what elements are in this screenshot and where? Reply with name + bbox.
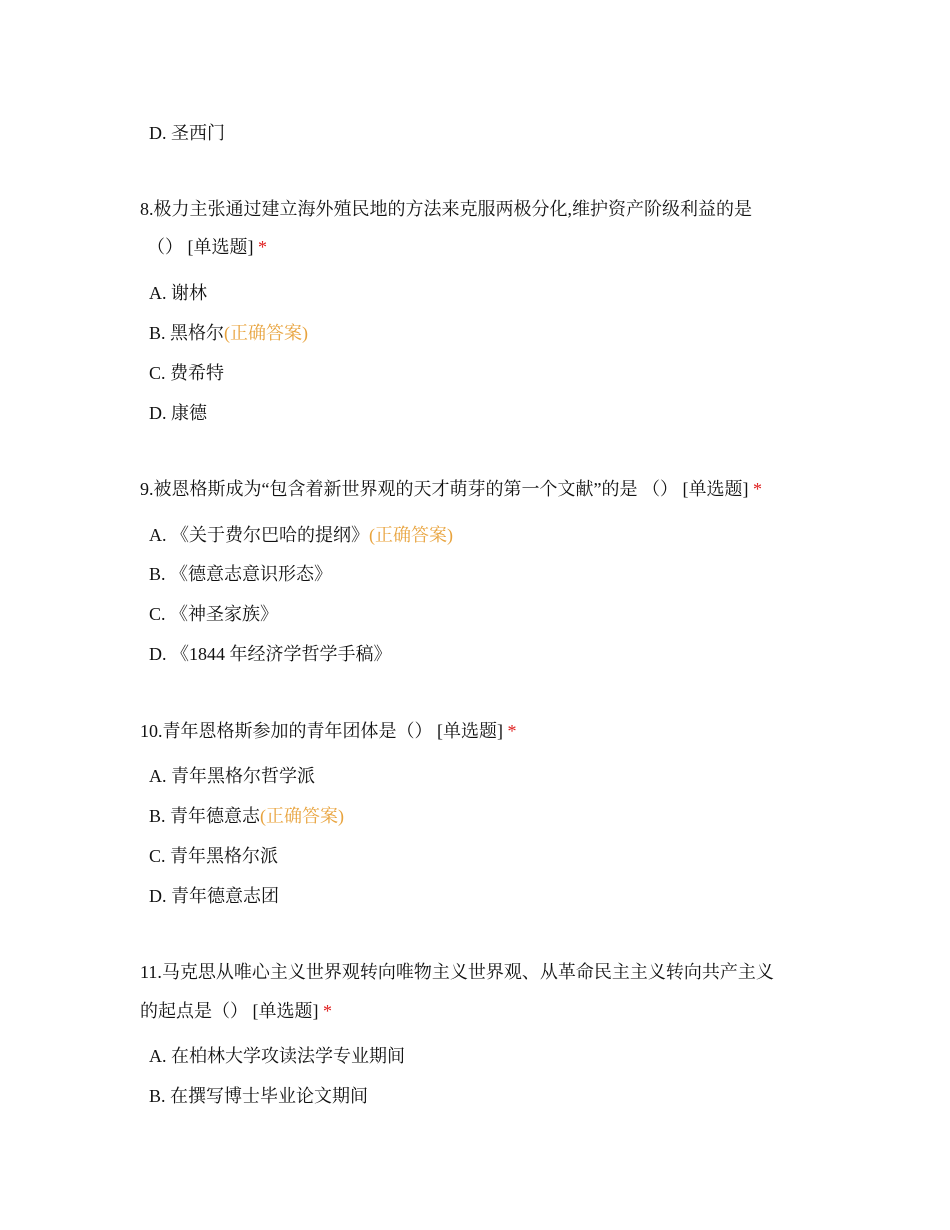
question-11-option-a: A. 在柏林大学攻读法学专业期间 [149, 1046, 405, 1066]
question-9-option-b: B. 《德意志意识形态》 [149, 564, 333, 584]
correct-answer-tag: (正确答案) [260, 806, 345, 826]
question-9-option-d: D. 《1844 年经济学哲学手稿》 [149, 644, 392, 664]
question-8-option-b [149, 324, 308, 342]
question-8-title: 8.极力主张通过建立海外殖民地的方法来克服两极分化,维护资产阶级利益的是 [140, 199, 752, 219]
correct-answer-tag: (正确答案) [369, 525, 453, 545]
required-asterisk: * [258, 237, 267, 257]
question-10-option-d: D. 青年德意志团 [149, 886, 279, 906]
question-11-option-b: B. 在撰写博士毕业论文期间 [149, 1086, 369, 1106]
question-10-option-c: C. 青年黑格尔派 [149, 846, 279, 866]
question-8-option-d: D. 康德 [149, 403, 207, 423]
prev-question-option-d: D. 圣西门 [149, 123, 225, 143]
question-9-option-c: C. 《神圣家族》 [149, 604, 279, 624]
question-8-type: （） [单选题] [147, 237, 254, 257]
question-10-text: 10.青年恩格斯参加的青年团体是（） [单选题] [140, 721, 503, 741]
question-11-title: 11.马克思从唯心主义世界观转向唯物主义世界观、从革命民主主义转向共产主义 [140, 962, 774, 982]
question-8-option-c: C. 费希特 [149, 363, 225, 383]
option-label: B. 黑格尔 [149, 323, 225, 343]
question-9-option-a [149, 526, 453, 544]
question-8-title-line2 [147, 238, 267, 256]
question-9-text: 9.被恩格斯成为“包含着新世界观的天才萌芽的第一个文献”的是 （） [单选题] [140, 479, 749, 499]
question-10-option-b [149, 807, 344, 825]
required-asterisk: * [323, 1001, 332, 1021]
required-asterisk: * [752, 479, 762, 499]
question-11-title-line2 [140, 1002, 332, 1020]
correct-answer-tag: (正确答案) [224, 323, 309, 343]
question-8-option-a: A. 谢林 [149, 283, 207, 303]
question-10-option-a: A. 青年黑格尔哲学派 [149, 766, 315, 786]
option-label: A. 《关于费尔巴哈的提纲》 [149, 525, 369, 545]
question-9-title [140, 480, 762, 498]
question-10-title [140, 722, 517, 740]
question-11-type: 的起点是（） [单选题] [140, 1001, 319, 1021]
required-asterisk: * [507, 721, 517, 741]
option-label: B. 青年德意志 [149, 806, 261, 826]
